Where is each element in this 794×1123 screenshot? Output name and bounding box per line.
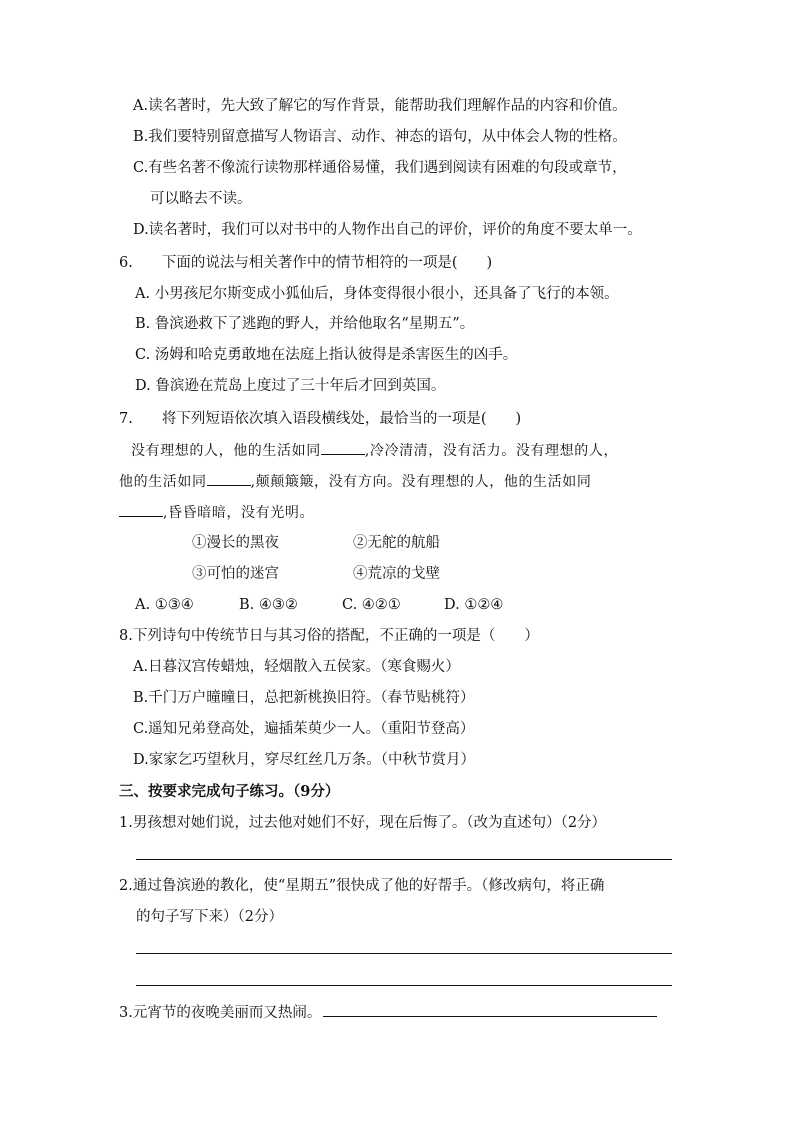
q7-passage-text: ,冷冷清清，没有活力。没有理想的人， [364, 443, 619, 459]
q6-option-c: C. 汤姆和哈克勇敢地在法庭上指认彼得是杀害医生的凶手。 [135, 347, 518, 363]
q7-phrase-4: ④荒凉的戈壁 [353, 566, 440, 582]
s3-question-2-cont: 的句子写下来）（2分） [136, 909, 283, 925]
answer-blank[interactable] [321, 440, 365, 455]
q7-option-a: A. ①③④ [135, 597, 194, 613]
answer-line-2a[interactable] [136, 953, 672, 954]
q6-option-a: A. 小男孩尼尔斯变成小狐仙后，身体变得很小很小，还具备了飞行的本领。 [135, 286, 619, 302]
q7-option-c: C. ④②① [342, 597, 401, 613]
s3-question-2: 2.通过鲁滨逊的教化，使“星期五”很快成了他的好帮手。（修改病句，将正确 [119, 878, 605, 894]
q7-passage-text: 没有理想的人，他的生活如同 [131, 443, 321, 459]
q7-passage-line-2 [119, 471, 591, 492]
q6-option-d: D. 鲁滨逊在荒岛上度过了三十年后才回到英国。 [135, 378, 446, 394]
q8-option-b: B.千门万户曈曈日，总把新桃换旧符。（春节贴桃符） [133, 690, 475, 706]
q7-passage-text: ,昏昏暗暗，没有光明。 [163, 505, 315, 521]
q7-passage-line-1 [131, 440, 618, 461]
q7-option-b: B. ④③② [239, 597, 298, 613]
q7-phrase-1: ①漫长的黑夜 [192, 535, 279, 551]
q7-option-d: D. ①②④ [444, 597, 504, 613]
answer-line-3[interactable] [323, 1001, 657, 1017]
s3-question-3-text: 3.元宵节的夜晚美丽而又热闹。 [119, 1005, 322, 1021]
q5-option-c: C.有些名著不像流行读物那样通俗易懂，我们遇到阅读有困难的句段或章节， [133, 160, 627, 176]
section-3-title: 三、按要求完成句子练习。（9分） [119, 783, 340, 800]
answer-line-1[interactable] [136, 859, 672, 860]
q7-phrase-2: ②无舵的航船 [353, 535, 440, 551]
q8-option-a: A.日暮汉宫传蜡烛，轻烟散入五侯家。（寒食赐火） [133, 659, 460, 675]
answer-blank[interactable] [119, 502, 163, 517]
q7-passage-text: 他的生活如同 [119, 474, 207, 490]
q6-stem: 6. 下面的说法与相关著作中的情节相符的一项是( ) [119, 255, 493, 271]
s3-question-1: 1.男孩想对她们说，过去他对她们不好，现在后悔了。（改为直述句）（2分） [119, 815, 607, 831]
q5-option-a: A.读名著时，先大致了解它的写作背景，能帮助我们理解作品的内容和价值。 [133, 98, 627, 114]
answer-line-2b[interactable] [136, 985, 672, 986]
s3-question-3 [119, 1001, 657, 1023]
q5-option-d: D.读名著时，我们可以对书中的人物作出自己的评价，评价的角度不要太单一。 [133, 222, 642, 238]
q7-passage-line-3 [119, 502, 314, 523]
q5-option-b: B.我们要特别留意描写人物语言、动作、神态的语句，从中体会人物的性格。 [133, 129, 627, 145]
q5-option-c-cont: 可以略去不读。 [150, 191, 252, 207]
q8-stem: 8.下列诗句中传统节日与其习俗的搭配，不正确的一项是（ ） [119, 628, 539, 644]
q8-option-c: C.遥知兄弟登高处，遍插茱萸少一人。（重阳节登高） [133, 721, 475, 737]
q8-option-d: D.家家乞巧望秋月，穿尽红丝几万条。（中秋节赏月） [133, 752, 475, 768]
q7-phrase-3: ③可怕的迷宫 [192, 566, 279, 582]
q7-stem: 7. 将下列短语依次填入语段横线处，最恰当的一项是( ) [119, 411, 522, 427]
answer-blank[interactable] [207, 471, 251, 486]
q6-option-b: B. 鲁滨逊救下了逃跑的野人，并给他取名“星期五”。 [135, 316, 475, 332]
q7-passage-text: ,颠颠簸簸，没有方向。没有理想的人，他的生活如同 [250, 474, 592, 490]
